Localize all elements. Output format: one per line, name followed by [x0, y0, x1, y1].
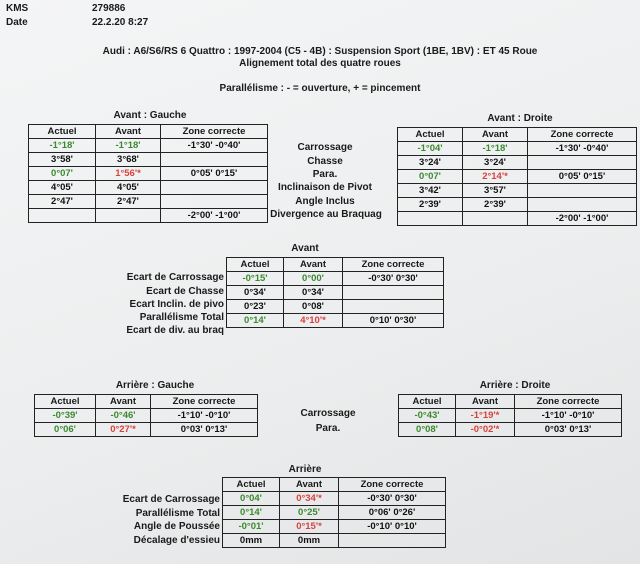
label-inclinaison-pivot: Inclinaison de Pivot — [278, 182, 372, 193]
label-decalage-essieu: Décalage d'essieu — [133, 535, 220, 546]
col-zone: Zone correcte — [528, 128, 637, 142]
table-row — [227, 314, 444, 328]
cell-zone — [161, 195, 268, 209]
cell-avant: 2°47' — [96, 195, 161, 209]
cell-avant: 0°34' — [284, 286, 343, 300]
table-row — [29, 153, 268, 167]
col-zone: Zone correcte — [515, 395, 622, 409]
cell-zone: -1°30' -0°40' — [528, 142, 637, 156]
col-avant: Avant — [463, 128, 528, 142]
cell-zone: 0°03' 0°13' — [515, 423, 622, 437]
cell-actuel: -0°15' — [227, 272, 284, 286]
table-row — [398, 142, 637, 156]
table-row — [223, 506, 446, 520]
cell-avant: 3°24' — [463, 156, 528, 170]
label-angle-poussee: Angle de Poussée — [133, 521, 220, 532]
front-left-title: Avant : Gauche — [113, 110, 187, 121]
table-row — [398, 156, 637, 170]
cell-zone: -2°00' -1°00' — [161, 209, 268, 223]
col-actuel: Actuel — [399, 395, 456, 409]
kms-value: 279886 — [92, 3, 126, 14]
cell-avant: 3°57' — [463, 184, 528, 198]
front-left-table — [28, 124, 268, 223]
label-ecart-chasse: Ecart de Chasse — [146, 286, 224, 297]
cell-avant — [96, 209, 161, 223]
cell-actuel: 3°42' — [398, 184, 463, 198]
cell-avant: -1°19'* — [456, 409, 515, 423]
label-ecart-carrossage: Ecart de Carrossage — [126, 272, 224, 283]
table-row — [29, 181, 268, 195]
cell-avant: -1°18' — [463, 142, 528, 156]
cell-actuel: 2°47' — [29, 195, 96, 209]
cell-actuel: 0°04' — [223, 492, 280, 506]
cell-actuel: 0°07' — [398, 170, 463, 184]
cell-zone: -0°30' 0°30' — [343, 272, 444, 286]
cell-actuel: 0°14' — [223, 506, 280, 520]
cell-zone: 0°03' 0°13' — [151, 423, 258, 437]
col-avant: Avant — [96, 125, 161, 139]
cell-avant: -0°02'* — [456, 423, 515, 437]
cell-zone: -1°10' -0°10' — [151, 409, 258, 423]
cell-zone — [343, 286, 444, 300]
cell-zone — [528, 198, 637, 212]
col-zone: Zone correcte — [343, 258, 444, 272]
table-row — [29, 195, 268, 209]
cell-actuel: 0°14' — [227, 314, 284, 328]
table-row — [223, 492, 446, 506]
date-label: Date — [6, 17, 28, 28]
cell-zone: -0°30' 0°30' — [339, 492, 446, 506]
label-chasse: Chasse — [307, 156, 343, 167]
col-avant: Avant — [284, 258, 343, 272]
cell-avant: 2°39' — [463, 198, 528, 212]
label-rear-ecart-carrossage: Ecart de Carrossage — [122, 494, 220, 505]
label-rear-carrossage: Carrossage — [300, 408, 356, 419]
cell-avant: 0°34'* — [280, 492, 339, 506]
cell-zone — [339, 534, 446, 548]
col-actuel: Actuel — [29, 125, 96, 139]
cell-avant: 3°68' — [96, 153, 161, 167]
label-carrossage: Carrossage — [297, 142, 353, 153]
col-avant: Avant — [96, 395, 151, 409]
col-actuel: Actuel — [227, 258, 284, 272]
cell-avant: 0mm — [280, 534, 339, 548]
cell-zone: 0°10' 0°30' — [343, 314, 444, 328]
cell-avant: -0°46' — [96, 409, 151, 423]
date-value: 22.2.20 8:27 — [92, 17, 149, 28]
cell-avant: -1°18' — [96, 139, 161, 153]
cell-actuel: 0°34' — [227, 286, 284, 300]
cell-zone — [528, 156, 637, 170]
rear-total-title: Arrière — [288, 464, 322, 475]
cell-actuel: 0°06' — [35, 423, 96, 437]
front-total-table — [226, 257, 444, 328]
label-angle-inclus: Angle Inclus — [295, 196, 355, 207]
cell-actuel: 0°08' — [399, 423, 456, 437]
table-row — [398, 170, 637, 184]
cell-avant: 4°05' — [96, 181, 161, 195]
alignment-title: Alignement total des quatre roues — [239, 58, 401, 69]
cell-avant: 4°10'* — [284, 314, 343, 328]
cell-actuel: 0°23' — [227, 300, 284, 314]
front-total-title: Avant — [291, 243, 319, 254]
cell-actuel: 4°05' — [29, 181, 96, 195]
table-row — [227, 286, 444, 300]
kms-label: KMS — [6, 3, 29, 14]
table-row — [35, 409, 258, 423]
cell-zone — [161, 181, 268, 195]
col-actuel: Actuel — [398, 128, 463, 142]
cell-actuel: 2°39' — [398, 198, 463, 212]
label-ecart-div-braq: Ecart de div. au braq — [126, 325, 224, 336]
col-zone: Zone correcte — [339, 478, 446, 492]
label-para: Para. — [312, 169, 338, 180]
front-right-table — [397, 127, 637, 226]
table-row — [398, 212, 637, 226]
cell-avant: 2°14'* — [463, 170, 528, 184]
front-right-title: Avant : Droite — [487, 113, 553, 124]
label-rear-parallelisme-total: Parallélisme Total — [135, 508, 220, 519]
cell-actuel: -0°01' — [223, 520, 280, 534]
cell-actuel: 0°07' — [29, 167, 96, 181]
cell-avant — [463, 212, 528, 226]
label-parallelisme-total: Parallélisme Total — [139, 312, 224, 323]
cell-zone: 0°05' 0°15' — [528, 170, 637, 184]
cell-avant: 1°56'* — [96, 167, 161, 181]
cell-actuel: 0mm — [223, 534, 280, 548]
table-row — [29, 139, 268, 153]
table-row — [227, 300, 444, 314]
cell-actuel — [398, 212, 463, 226]
rear-right-title: Arrière : Droite — [479, 380, 551, 391]
table-row — [399, 423, 622, 437]
table-row — [398, 198, 637, 212]
cell-zone: -1°30' -0°40' — [161, 139, 268, 153]
cell-actuel — [29, 209, 96, 223]
cell-zone: 0°05' 0°15' — [161, 167, 268, 181]
cell-zone: -2°00' -1°00' — [528, 212, 637, 226]
table-row — [399, 409, 622, 423]
table-row — [35, 423, 258, 437]
cell-avant: 0°08' — [284, 300, 343, 314]
parallelism-note: Parallélisme : - = ouverture, + = pincement — [219, 83, 421, 94]
cell-zone: -1°10' -0°10' — [515, 409, 622, 423]
label-rear-para: Para. — [315, 423, 341, 434]
table-row — [227, 272, 444, 286]
col-zone: Zone correcte — [161, 125, 268, 139]
cell-avant: 0°27'* — [96, 423, 151, 437]
col-zone: Zone correcte — [151, 395, 258, 409]
label-divergence-braquage: Divergence au Braquag — [270, 209, 382, 220]
cell-actuel: -1°04' — [398, 142, 463, 156]
cell-zone — [528, 184, 637, 198]
table-row — [29, 167, 268, 181]
rear-left-title: Arrière : Gauche — [115, 380, 195, 391]
table-row — [398, 184, 637, 198]
cell-actuel: 3°24' — [398, 156, 463, 170]
cell-avant: 0°15'* — [280, 520, 339, 534]
table-row — [223, 534, 446, 548]
cell-zone — [343, 300, 444, 314]
vehicle-title: Audi : A6/S6/RS 6 Quattro : 1997-2004 (C5 - 4B) : Suspension Sport (1BE, 1BV) : ET 45 Roue — [102, 46, 538, 57]
cell-avant: 0°00' — [284, 272, 343, 286]
cell-actuel: -1°18' — [29, 139, 96, 153]
cell-avant: 0°25' — [280, 506, 339, 520]
table-row — [29, 209, 268, 223]
cell-actuel: 3°58' — [29, 153, 96, 167]
label-ecart-inclin-pivot: Ecart Inclin. de pivo — [129, 299, 224, 310]
cell-actuel: -0°43' — [399, 409, 456, 423]
col-avant: Avant — [280, 478, 339, 492]
rear-left-table — [34, 394, 258, 437]
cell-zone: -0°10' 0°10' — [339, 520, 446, 534]
col-actuel: Actuel — [223, 478, 280, 492]
cell-zone — [161, 153, 268, 167]
rear-total-table — [222, 477, 446, 548]
table-row — [223, 520, 446, 534]
rear-right-table — [398, 394, 622, 437]
cell-actuel: -0°39' — [35, 409, 96, 423]
col-actuel: Actuel — [35, 395, 96, 409]
cell-zone: 0°06' 0°26' — [339, 506, 446, 520]
col-avant: Avant — [456, 395, 515, 409]
